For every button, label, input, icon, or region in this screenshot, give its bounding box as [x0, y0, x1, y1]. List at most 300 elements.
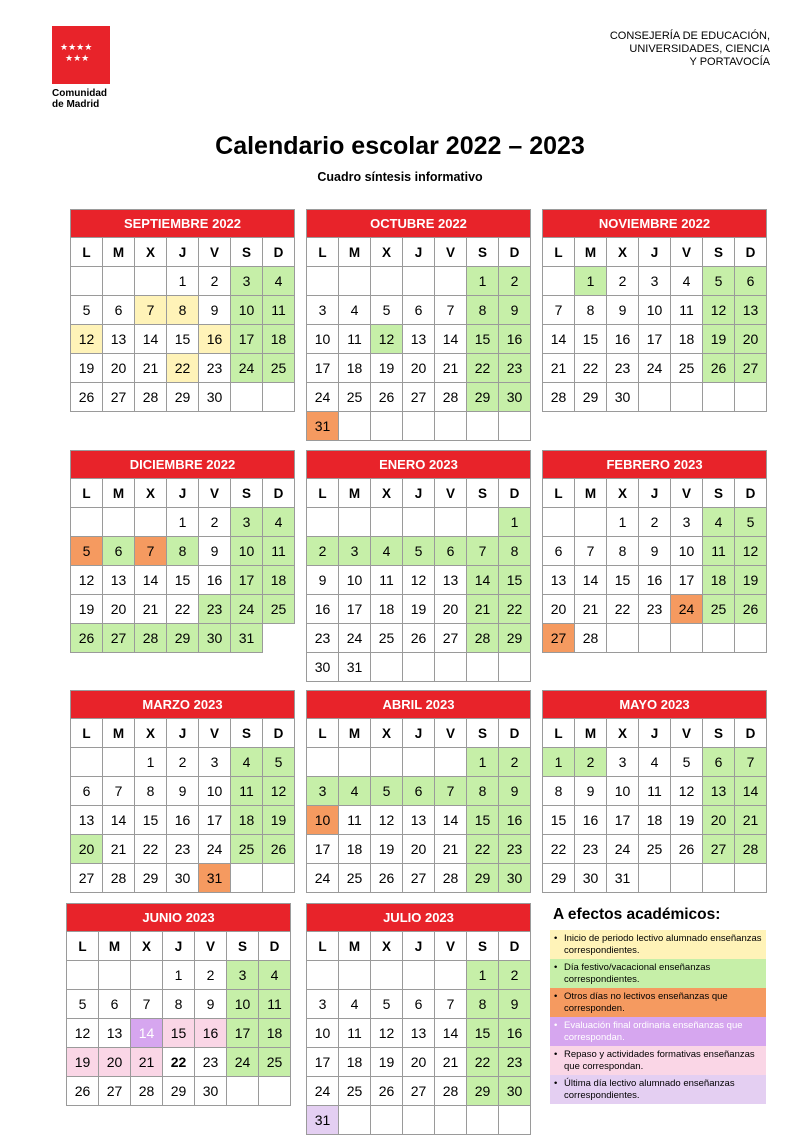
- day-cell: 4: [231, 748, 263, 777]
- empty-cell: [339, 412, 371, 441]
- weekday-label: S: [703, 719, 735, 748]
- day-cell: 26: [71, 383, 103, 412]
- weekday-label: L: [307, 719, 339, 748]
- day-cell: 6: [99, 990, 131, 1019]
- day-cell: 22: [499, 595, 531, 624]
- day-cell: 11: [339, 325, 371, 354]
- day-cell: 20: [403, 1048, 435, 1077]
- weekday-label: M: [575, 238, 607, 267]
- day-cell: 7: [575, 537, 607, 566]
- empty-cell: [71, 748, 103, 777]
- empty-cell: [735, 864, 767, 893]
- day-cell: 5: [403, 537, 435, 566]
- day-cell: 24: [671, 595, 703, 624]
- empty-cell: [435, 412, 467, 441]
- day-cell: 25: [671, 354, 703, 383]
- day-cell: 16: [639, 566, 671, 595]
- weekday-label: D: [499, 932, 531, 961]
- day-cell: 20: [99, 1048, 131, 1077]
- day-cell: 24: [231, 354, 263, 383]
- weekday-label: X: [371, 719, 403, 748]
- day-cell: 13: [735, 296, 767, 325]
- day-cell: 28: [735, 835, 767, 864]
- month-calendar: [542, 209, 767, 412]
- day-cell: 28: [435, 1077, 467, 1106]
- weekday-label: J: [639, 719, 671, 748]
- month-title: JUNIO 2023: [67, 904, 291, 932]
- day-cell: 11: [263, 296, 295, 325]
- day-cell: 1: [467, 267, 499, 296]
- empty-cell: [403, 1106, 435, 1135]
- day-cell: 6: [735, 267, 767, 296]
- day-cell: 3: [307, 777, 339, 806]
- legend: [550, 906, 766, 1104]
- weekday-label: L: [67, 932, 99, 961]
- day-cell: 7: [735, 748, 767, 777]
- day-cell: 1: [575, 267, 607, 296]
- day-cell: 9: [167, 777, 199, 806]
- weekday-label: X: [607, 479, 639, 508]
- day-cell: 28: [135, 383, 167, 412]
- empty-cell: [231, 864, 263, 893]
- weekday-label: V: [435, 479, 467, 508]
- day-cell: 30: [199, 624, 231, 653]
- day-cell: 28: [131, 1077, 163, 1106]
- day-cell: 30: [307, 653, 339, 682]
- day-cell: 27: [703, 835, 735, 864]
- empty-cell: [543, 267, 575, 296]
- day-cell: 29: [467, 1077, 499, 1106]
- day-cell: 3: [607, 748, 639, 777]
- day-cell: 23: [307, 624, 339, 653]
- day-cell: 15: [543, 806, 575, 835]
- day-cell: 4: [263, 508, 295, 537]
- weekday-label: M: [575, 479, 607, 508]
- empty-cell: [371, 961, 403, 990]
- department-name: CONSEJERÍA DE EDUCACIÓN, UNIVERSIDADES, CIENCIA Y PORTAVOCÍA: [609, 30, 770, 68]
- day-cell: 14: [575, 566, 607, 595]
- madrid-flag-icon: ★★★★ ★★★: [52, 26, 110, 84]
- weekday-label: V: [435, 719, 467, 748]
- day-cell: 22: [163, 1048, 195, 1077]
- day-cell: 3: [671, 508, 703, 537]
- day-cell: 13: [703, 777, 735, 806]
- weekday-label: D: [735, 479, 767, 508]
- empty-cell: [135, 267, 167, 296]
- empty-cell: [103, 267, 135, 296]
- weekday-label: X: [371, 932, 403, 961]
- day-cell: 26: [703, 354, 735, 383]
- weekday-label: J: [403, 719, 435, 748]
- day-cell: 3: [307, 990, 339, 1019]
- day-cell: 18: [703, 566, 735, 595]
- day-cell: 22: [607, 595, 639, 624]
- day-cell: 14: [435, 1019, 467, 1048]
- day-cell: 29: [499, 624, 531, 653]
- page-subtitle: Cuadro síntesis informativo: [317, 170, 483, 184]
- empty-cell: [607, 624, 639, 653]
- day-cell: 6: [543, 537, 575, 566]
- day-cell: 8: [467, 296, 499, 325]
- day-cell: 9: [199, 537, 231, 566]
- month-title: ABRIL 2023: [307, 691, 531, 719]
- day-cell: 4: [339, 296, 371, 325]
- day-cell: 25: [639, 835, 671, 864]
- day-cell: 5: [703, 267, 735, 296]
- day-cell: 25: [259, 1048, 291, 1077]
- day-cell: 22: [543, 835, 575, 864]
- month-title: FEBRERO 2023: [543, 451, 767, 479]
- day-cell: 30: [499, 1077, 531, 1106]
- day-cell: 8: [163, 990, 195, 1019]
- day-cell: 14: [131, 1019, 163, 1048]
- day-cell: 14: [135, 566, 167, 595]
- weekday-label: M: [103, 479, 135, 508]
- day-cell: 13: [71, 806, 103, 835]
- day-cell: 3: [307, 296, 339, 325]
- day-cell: 20: [435, 595, 467, 624]
- day-cell: 22: [467, 354, 499, 383]
- day-cell: 7: [435, 777, 467, 806]
- day-cell: 10: [231, 296, 263, 325]
- day-cell: 1: [543, 748, 575, 777]
- day-cell: 20: [403, 354, 435, 383]
- day-cell: 2: [499, 267, 531, 296]
- day-cell: 16: [499, 325, 531, 354]
- day-cell: 1: [607, 508, 639, 537]
- day-cell: 28: [435, 383, 467, 412]
- day-cell: 25: [339, 1077, 371, 1106]
- day-cell: 27: [103, 624, 135, 653]
- day-cell: 17: [639, 325, 671, 354]
- day-cell: 2: [167, 748, 199, 777]
- weekday-label: V: [199, 479, 231, 508]
- day-cell: 25: [371, 624, 403, 653]
- day-cell: 2: [199, 508, 231, 537]
- day-cell: 17: [671, 566, 703, 595]
- day-cell: 12: [263, 777, 295, 806]
- day-cell: 5: [263, 748, 295, 777]
- day-cell: 16: [575, 806, 607, 835]
- day-cell: 11: [671, 296, 703, 325]
- day-cell: 31: [231, 624, 263, 653]
- day-cell: 18: [263, 566, 295, 595]
- weekday-label: S: [467, 238, 499, 267]
- weekday-label: S: [467, 719, 499, 748]
- day-cell: 22: [575, 354, 607, 383]
- day-cell: 23: [167, 835, 199, 864]
- weekday-label: V: [199, 719, 231, 748]
- empty-cell: [403, 267, 435, 296]
- month-title: JULIO 2023: [307, 904, 531, 932]
- logo-name: Comunidad de Madrid: [52, 88, 107, 110]
- empty-cell: [435, 961, 467, 990]
- day-cell: 1: [467, 748, 499, 777]
- month-title: OCTUBRE 2022: [307, 210, 531, 238]
- weekday-label: M: [575, 719, 607, 748]
- empty-cell: [467, 1106, 499, 1135]
- day-cell: 10: [607, 777, 639, 806]
- day-cell: 30: [167, 864, 199, 893]
- day-cell: 3: [639, 267, 671, 296]
- day-cell: 19: [403, 595, 435, 624]
- day-cell: 26: [371, 383, 403, 412]
- empty-cell: [371, 1106, 403, 1135]
- day-cell: 15: [467, 325, 499, 354]
- weekday-label: J: [163, 932, 195, 961]
- weekday-label: V: [435, 238, 467, 267]
- logo: [52, 26, 112, 110]
- empty-cell: [227, 1077, 259, 1106]
- legend-item: • Repaso y actividades formativas enseñanzas que correspondan.: [550, 1046, 766, 1075]
- day-cell: 11: [639, 777, 671, 806]
- empty-cell: [259, 1077, 291, 1106]
- empty-cell: [467, 508, 499, 537]
- day-cell: 5: [71, 296, 103, 325]
- day-cell: 7: [103, 777, 135, 806]
- day-cell: 10: [227, 990, 259, 1019]
- day-cell: 15: [167, 325, 199, 354]
- weekday-label: S: [231, 238, 263, 267]
- empty-cell: [735, 383, 767, 412]
- day-cell: 2: [307, 537, 339, 566]
- day-cell: 21: [543, 354, 575, 383]
- day-cell: 10: [307, 806, 339, 835]
- day-cell: 12: [403, 566, 435, 595]
- day-cell: 2: [199, 267, 231, 296]
- empty-cell: [435, 653, 467, 682]
- weekday-label: J: [403, 238, 435, 267]
- day-cell: 2: [639, 508, 671, 537]
- empty-cell: [263, 624, 295, 653]
- day-cell: 7: [135, 537, 167, 566]
- weekday-label: D: [499, 719, 531, 748]
- day-cell: 9: [499, 777, 531, 806]
- empty-cell: [639, 383, 671, 412]
- weekday-label: L: [543, 238, 575, 267]
- day-cell: 7: [135, 296, 167, 325]
- day-cell: 30: [575, 864, 607, 893]
- day-cell: 5: [67, 990, 99, 1019]
- day-cell: 11: [339, 806, 371, 835]
- empty-cell: [671, 624, 703, 653]
- weekday-label: S: [703, 238, 735, 267]
- day-cell: 22: [135, 835, 167, 864]
- day-cell: 19: [71, 354, 103, 383]
- day-cell: 8: [607, 537, 639, 566]
- empty-cell: [671, 864, 703, 893]
- day-cell: 20: [71, 835, 103, 864]
- day-cell: 12: [71, 566, 103, 595]
- month-calendar: [306, 903, 531, 1135]
- day-cell: 12: [703, 296, 735, 325]
- day-cell: 23: [499, 835, 531, 864]
- day-cell: 30: [195, 1077, 227, 1106]
- empty-cell: [435, 748, 467, 777]
- weekday-label: S: [231, 479, 263, 508]
- day-cell: 23: [639, 595, 671, 624]
- month-calendar: [306, 690, 531, 893]
- empty-cell: [339, 748, 371, 777]
- day-cell: 11: [371, 566, 403, 595]
- day-cell: 10: [671, 537, 703, 566]
- day-cell: 26: [403, 624, 435, 653]
- day-cell: 1: [167, 508, 199, 537]
- weekday-label: V: [671, 719, 703, 748]
- day-cell: 6: [435, 537, 467, 566]
- weekday-label: X: [371, 479, 403, 508]
- month-calendar: [542, 690, 767, 893]
- weekday-label: J: [403, 932, 435, 961]
- empty-cell: [67, 961, 99, 990]
- day-cell: 10: [639, 296, 671, 325]
- weekday-label: L: [543, 479, 575, 508]
- day-cell: 19: [371, 835, 403, 864]
- day-cell: 20: [403, 835, 435, 864]
- legend-item: • Inicio de periodo lectivo alumnado enseñanzas correspondientes.: [550, 930, 766, 959]
- weekday-label: X: [607, 719, 639, 748]
- day-cell: 23: [575, 835, 607, 864]
- page-title: Calendario escolar 2022 – 2023: [215, 132, 585, 160]
- weekday-label: L: [71, 479, 103, 508]
- month-title: MARZO 2023: [71, 691, 295, 719]
- day-cell: 17: [307, 835, 339, 864]
- day-cell: 8: [499, 537, 531, 566]
- day-cell: 12: [371, 325, 403, 354]
- day-cell: 15: [135, 806, 167, 835]
- empty-cell: [499, 653, 531, 682]
- day-cell: 19: [735, 566, 767, 595]
- day-cell: 8: [167, 537, 199, 566]
- day-cell: 10: [307, 1019, 339, 1048]
- day-cell: 6: [403, 296, 435, 325]
- day-cell: 23: [499, 1048, 531, 1077]
- day-cell: 15: [167, 566, 199, 595]
- day-cell: 11: [231, 777, 263, 806]
- day-cell: 1: [499, 508, 531, 537]
- empty-cell: [467, 653, 499, 682]
- weekday-label: V: [671, 238, 703, 267]
- day-cell: 1: [135, 748, 167, 777]
- day-cell: 4: [671, 267, 703, 296]
- empty-cell: [307, 748, 339, 777]
- weekday-label: S: [467, 932, 499, 961]
- day-cell: 20: [543, 595, 575, 624]
- weekday-label: M: [103, 719, 135, 748]
- day-cell: 6: [71, 777, 103, 806]
- day-cell: 16: [499, 1019, 531, 1048]
- empty-cell: [671, 383, 703, 412]
- day-cell: 14: [543, 325, 575, 354]
- day-cell: 6: [103, 296, 135, 325]
- day-cell: 7: [467, 537, 499, 566]
- day-cell: 24: [231, 595, 263, 624]
- empty-cell: [435, 267, 467, 296]
- day-cell: 7: [435, 296, 467, 325]
- day-cell: 17: [307, 1048, 339, 1077]
- day-cell: 25: [263, 354, 295, 383]
- day-cell: 6: [403, 777, 435, 806]
- day-cell: 23: [199, 595, 231, 624]
- day-cell: 20: [103, 354, 135, 383]
- month-calendar: [70, 209, 295, 412]
- day-cell: 21: [103, 835, 135, 864]
- day-cell: 13: [103, 325, 135, 354]
- weekday-label: D: [499, 238, 531, 267]
- day-cell: 12: [71, 325, 103, 354]
- day-cell: 21: [467, 595, 499, 624]
- day-cell: 21: [135, 354, 167, 383]
- day-cell: 4: [371, 537, 403, 566]
- day-cell: 19: [703, 325, 735, 354]
- empty-cell: [435, 508, 467, 537]
- weekday-label: S: [227, 932, 259, 961]
- weekday-label: M: [103, 238, 135, 267]
- day-cell: 24: [307, 864, 339, 893]
- day-cell: 8: [167, 296, 199, 325]
- day-cell: 31: [607, 864, 639, 893]
- day-cell: 10: [307, 325, 339, 354]
- empty-cell: [735, 624, 767, 653]
- day-cell: 15: [575, 325, 607, 354]
- day-cell: 19: [371, 354, 403, 383]
- day-cell: 16: [499, 806, 531, 835]
- day-cell: 18: [371, 595, 403, 624]
- day-cell: 18: [339, 1048, 371, 1077]
- empty-cell: [499, 1106, 531, 1135]
- day-cell: 25: [339, 383, 371, 412]
- weekday-label: M: [339, 719, 371, 748]
- empty-cell: [639, 864, 671, 893]
- day-cell: 17: [231, 325, 263, 354]
- day-cell: 11: [263, 537, 295, 566]
- day-cell: 9: [499, 296, 531, 325]
- day-cell: 31: [199, 864, 231, 893]
- legend-title: A efectos académicos:: [553, 906, 721, 923]
- day-cell: 2: [195, 961, 227, 990]
- day-cell: 26: [735, 595, 767, 624]
- day-cell: 10: [339, 566, 371, 595]
- weekday-label: D: [263, 479, 295, 508]
- day-cell: 26: [671, 835, 703, 864]
- day-cell: 18: [263, 325, 295, 354]
- day-cell: 4: [259, 961, 291, 990]
- empty-cell: [467, 412, 499, 441]
- legend-item: • Evaluación final ordinaria enseñanzas que correspondan.: [550, 1017, 766, 1046]
- day-cell: 28: [103, 864, 135, 893]
- day-cell: 13: [543, 566, 575, 595]
- day-cell: 15: [499, 566, 531, 595]
- day-cell: 22: [167, 595, 199, 624]
- weekday-label: D: [735, 719, 767, 748]
- day-cell: 29: [467, 383, 499, 412]
- day-cell: 27: [99, 1077, 131, 1106]
- empty-cell: [103, 748, 135, 777]
- day-cell: 2: [499, 961, 531, 990]
- day-cell: 14: [467, 566, 499, 595]
- day-cell: 24: [607, 835, 639, 864]
- weekday-label: J: [167, 238, 199, 267]
- day-cell: 4: [703, 508, 735, 537]
- month-title: NOVIEMBRE 2022: [543, 210, 767, 238]
- day-cell: 4: [263, 267, 295, 296]
- day-cell: 8: [135, 777, 167, 806]
- day-cell: 19: [71, 595, 103, 624]
- month-calendar: [70, 690, 295, 893]
- empty-cell: [263, 383, 295, 412]
- day-cell: 20: [103, 595, 135, 624]
- day-cell: 27: [435, 624, 467, 653]
